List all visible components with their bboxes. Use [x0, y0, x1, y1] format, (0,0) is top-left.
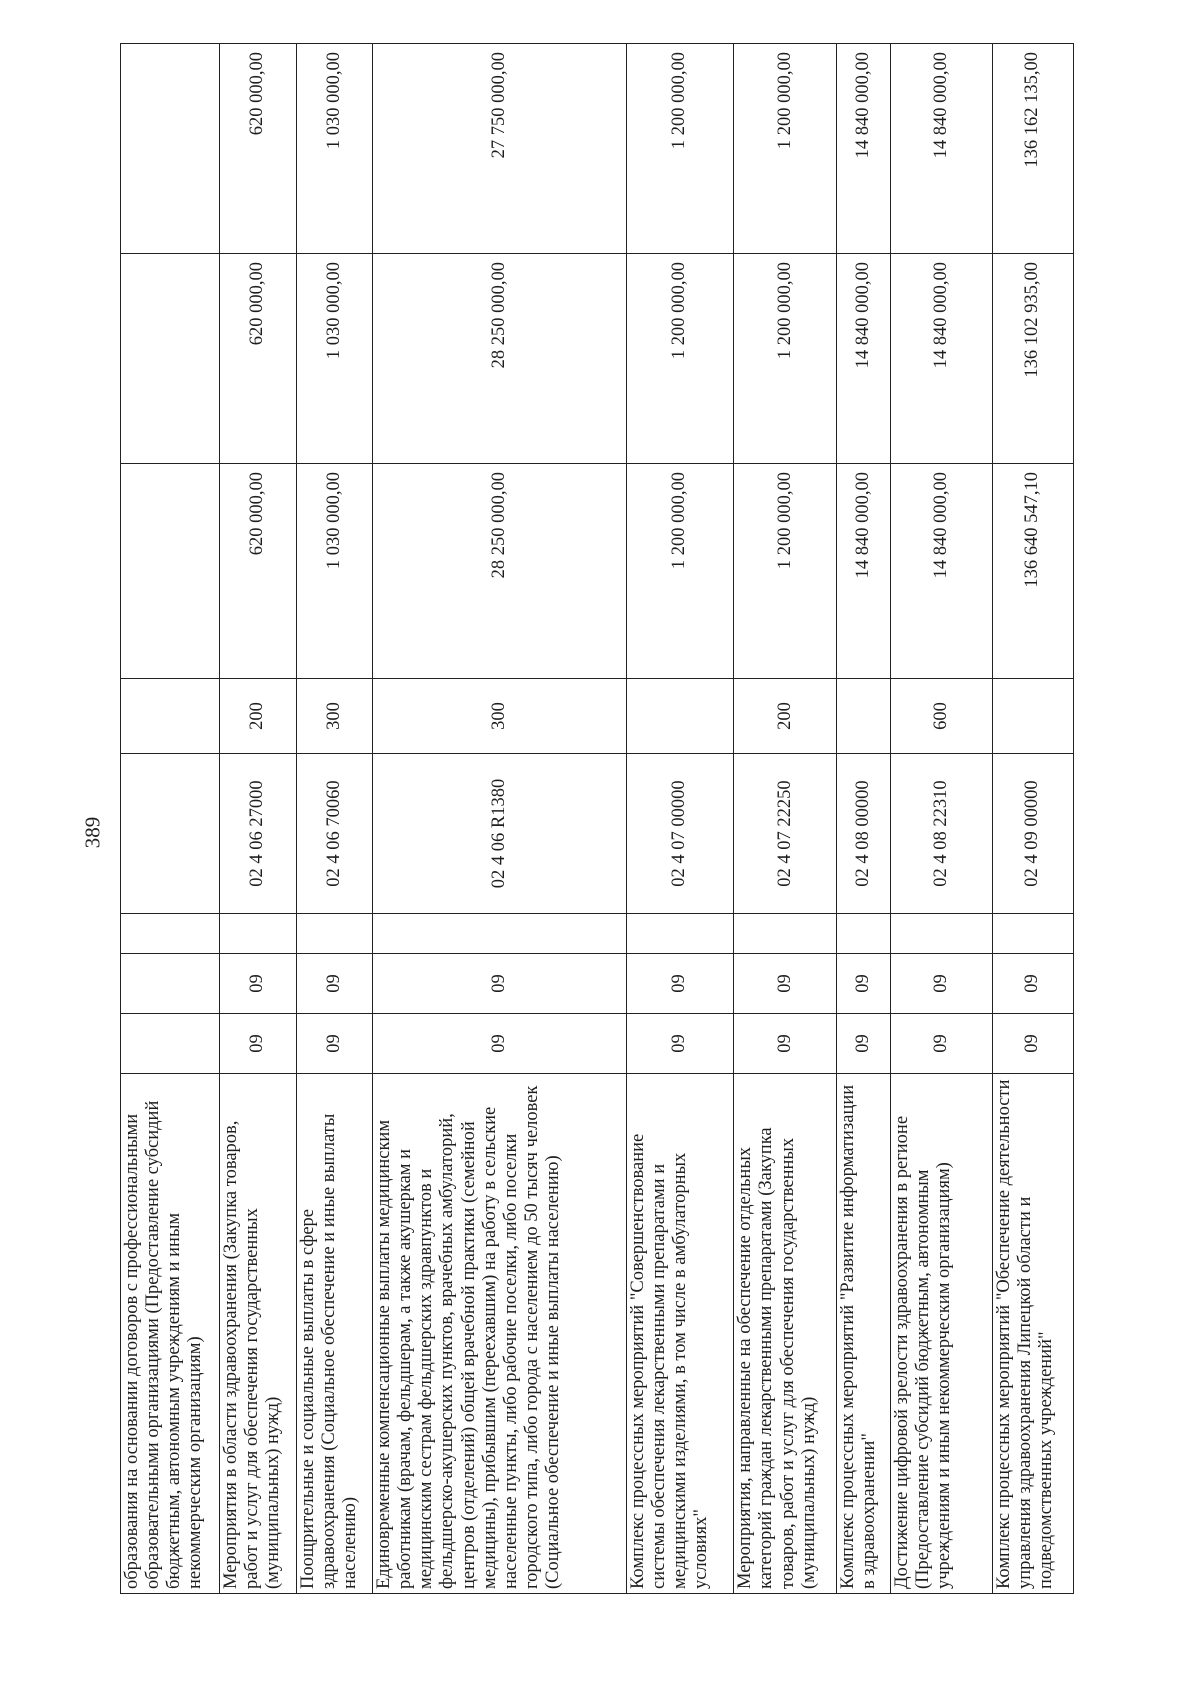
- amount-year3-cell: 136 162 135,00: [993, 44, 1074, 254]
- table-body: [121, 44, 1074, 1594]
- row-name-cell: Комплекс процессных мероприятий "Обеспечение деятельности управления здравоохранения Липецкой области и подведомственных учреждений": [993, 1074, 1074, 1594]
- expense-type-cell: 300: [373, 679, 626, 754]
- amount-year1-cell: 1 200 000,00: [734, 464, 836, 679]
- ministry-code-cell: 09: [296, 1014, 373, 1074]
- ministry-code-cell: 09: [734, 1014, 836, 1074]
- target-article-cell: 02 4 08 22310: [890, 754, 992, 914]
- row-name-cell: Поощрительные и социальные выплаты в сфере здравоохранения (Социальное обеспечение и иные выплаты населению): [296, 1074, 373, 1594]
- amount-year2-cell: 620 000,00: [220, 254, 297, 464]
- expense-type-cell: [993, 679, 1074, 754]
- table-row: [734, 44, 836, 1594]
- amount-year3-cell: 1 200 000,00: [734, 44, 836, 254]
- subsection-code-cell: [836, 914, 890, 954]
- target-article-cell: [121, 754, 220, 914]
- amount-year1-cell: 14 840 000,00: [890, 464, 992, 679]
- amount-year1-cell: 14 840 000,00: [836, 464, 890, 679]
- amount-year2-cell: 136 102 935,00: [993, 254, 1074, 464]
- expense-type-cell: [836, 679, 890, 754]
- table-row: [836, 44, 890, 1594]
- ministry-code-cell: 09: [373, 1014, 626, 1074]
- budget-table: [120, 43, 1074, 1594]
- amount-year2-cell: 14 840 000,00: [890, 254, 992, 464]
- section-code-cell: 09: [220, 954, 297, 1014]
- row-name-cell: Мероприятия, направленные на обеспечение отдельных категорий граждан лекарственными препаратами (Закупка товаров, работ и услуг для обеспечения государственных (муниципальных) нужд): [734, 1074, 836, 1594]
- expense-type-cell: 300: [296, 679, 373, 754]
- target-article-cell: 02 4 09 00000: [993, 754, 1074, 914]
- ministry-code-cell: 09: [220, 1014, 297, 1074]
- expense-type-cell: [626, 679, 734, 754]
- row-name-cell: Мероприятия в области здравоохранения (Закупка товаров, работ и услуг для обеспечения государственных (муниципальных) нужд): [220, 1074, 297, 1594]
- table-row: [121, 44, 220, 1594]
- subsection-code-cell: [121, 914, 220, 954]
- subsection-code-cell: [734, 914, 836, 954]
- table-row: [373, 44, 626, 1594]
- expense-type-cell: 200: [220, 679, 297, 754]
- subsection-code-cell: [890, 914, 992, 954]
- section-code-cell: 09: [296, 954, 373, 1014]
- amount-year2-cell: 28 250 000,00: [373, 254, 626, 464]
- amount-year2-cell: 1 200 000,00: [734, 254, 836, 464]
- ministry-code-cell: 09: [890, 1014, 992, 1074]
- ministry-code-cell: 09: [993, 1014, 1074, 1074]
- section-code-cell: 09: [734, 954, 836, 1014]
- expense-type-cell: [121, 679, 220, 754]
- row-name-cell: Единовременные компенсационные выплаты медицинским работникам (врачам, фельдшерам, а также акушеркам и медицинским сестрам фельдшерских здравпунктов и фельдшерско-акушерских пунктов, врачебных амбулаторий, центров (отделений) общей врачебной практики (семейной медицины), прибывшим (переехавшим) на работу в сельские населенные пункты, либо рабочие поселки, либо поселки городского типа, либо города с населением до 50 тысяч человек (Социальное обеспечение и иные выплаты населению): [373, 1074, 626, 1594]
- ministry-code-cell: [121, 1014, 220, 1074]
- row-name-cell: Комплекс процессных мероприятий "Развитие информатизации в здравоохранении": [836, 1074, 890, 1594]
- budget-table-rotated: [120, 44, 1074, 1594]
- subsection-code-cell: [220, 914, 297, 954]
- amount-year3-cell: 14 840 000,00: [836, 44, 890, 254]
- amount-year2-cell: 14 840 000,00: [836, 254, 890, 464]
- section-code-cell: 09: [626, 954, 734, 1014]
- section-code-cell: [121, 954, 220, 1014]
- amount-year1-cell: 1 030 000,00: [296, 464, 373, 679]
- table-row: [890, 44, 992, 1594]
- amount-year3-cell: 1 030 000,00: [296, 44, 373, 254]
- section-code-cell: 09: [836, 954, 890, 1014]
- table-row: [626, 44, 734, 1594]
- subsection-code-cell: [373, 914, 626, 954]
- page-number: 389: [80, 816, 105, 849]
- amount-year2-cell: 1 030 000,00: [296, 254, 373, 464]
- ministry-code-cell: 09: [836, 1014, 890, 1074]
- expense-type-cell: 600: [890, 679, 992, 754]
- subsection-code-cell: [296, 914, 373, 954]
- amount-year3-cell: [121, 44, 220, 254]
- expense-type-cell: 200: [734, 679, 836, 754]
- table-row: [993, 44, 1074, 1594]
- table-row: [220, 44, 297, 1594]
- amount-year3-cell: 14 840 000,00: [890, 44, 992, 254]
- section-code-cell: 09: [373, 954, 626, 1014]
- target-article-cell: 02 4 07 22250: [734, 754, 836, 914]
- amount-year1-cell: 1 200 000,00: [626, 464, 734, 679]
- section-code-cell: 09: [993, 954, 1074, 1014]
- section-code-cell: 09: [890, 954, 992, 1014]
- amount-year2-cell: [121, 254, 220, 464]
- row-name-cell: Комплекс процессных мероприятий "Совершенствование системы обеспечения лекарственными препаратами и медицинскими изделиями, в том числе в амбулаторных условиях": [626, 1074, 734, 1594]
- target-article-cell: 02 4 06 27000: [220, 754, 297, 914]
- amount-year1-cell: 620 000,00: [220, 464, 297, 679]
- target-article-cell: 02 4 08 00000: [836, 754, 890, 914]
- amount-year1-cell: 28 250 000,00: [373, 464, 626, 679]
- target-article-cell: 02 4 07 00000: [626, 754, 734, 914]
- target-article-cell: 02 4 06 R1380: [373, 754, 626, 914]
- subsection-code-cell: [626, 914, 734, 954]
- amount-year1-cell: [121, 464, 220, 679]
- subsection-code-cell: [993, 914, 1074, 954]
- amount-year3-cell: 27 750 000,00: [373, 44, 626, 254]
- amount-year1-cell: 136 640 547,10: [993, 464, 1074, 679]
- amount-year3-cell: 620 000,00: [220, 44, 297, 254]
- amount-year3-cell: 1 200 000,00: [626, 44, 734, 254]
- ministry-code-cell: 09: [626, 1014, 734, 1074]
- table-row: [296, 44, 373, 1594]
- amount-year2-cell: 1 200 000,00: [626, 254, 734, 464]
- target-article-cell: 02 4 06 70060: [296, 754, 373, 914]
- row-name-cell: образования на основании договоров с профессиональными образовательными организациями (Предоставление субсидий бюджетным, автономным учреждениям и иным некоммерческим организациям): [121, 1074, 220, 1594]
- row-name-cell: Достижение цифровой зрелости здравоохранения в регионе (Предоставление субсидий бюджетным, автономным учреждениям и иным некоммерческим организациям): [890, 1074, 992, 1594]
